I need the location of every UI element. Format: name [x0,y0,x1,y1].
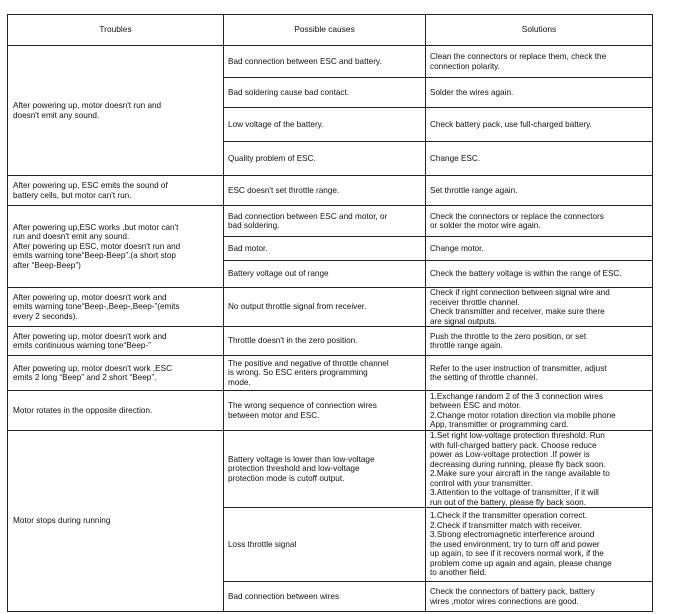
table-row [8,176,653,206]
solution-cell: 1.Exchange random 2 of the 3 connection wires between ESC and motor. 2.Change motor rotation direction via mobile phone App, transmitter or programming card. [426,391,653,431]
solution-cell: Refer to the user instruction of transmitter, adjust the setting of throttle channel. [426,356,653,391]
trouble-cell: After powering up, motor doesn't work and emits continuous warning tone“Beep-” [8,327,224,356]
cause-cell: Quality problem of ESC. [224,142,426,176]
table-row [8,206,653,237]
cause-cell: Battery voltage is lower than low-voltage protection threshold and low-voltage protection mode is cutoff output. [224,431,426,508]
solution-cell: Solder the wires again. [426,78,653,108]
trouble-cell: After powering up, ESC emits the sound of battery cells, but motor can't run. [8,176,224,206]
header-row [8,15,653,46]
cause-cell: Throttle doesn't in the zero position. [224,327,426,356]
header-troubles: Troubles [8,15,224,46]
trouble-cell: After powering up, motor doesn't run and doesn't emit any sound. [8,46,224,176]
header-solutions: Solutions [426,15,653,46]
solution-cell: Check the battery voltage is within the range of ESC. [426,261,653,288]
table-row [8,46,653,78]
cause-cell: Battery voltage out of range [224,261,426,288]
table-row [8,431,653,508]
table-row [8,391,653,431]
table-row [8,327,653,356]
solution-cell: Check if right connection between signal wire and receiver throttle channel. Check transmitter and receiver, make sure there are signal outputs. [426,288,653,327]
trouble-cell: Motor rotates in the opposite direction. [8,391,224,431]
cause-cell: Low voltage of the battery. [224,108,426,142]
table-row [8,356,653,391]
cause-cell: The wrong sequence of connection wires between motor and ESC. [224,391,426,431]
trouble-cell: After powering up, motor doesn't work ,ESC emits 2 long “Beep” and 2 short “Beep”. [8,356,224,391]
trouble-cell: After powering up,ESC works ,but motor can't run and doesn't emit any sound. After powering up ESC, motor doesn't run and emits warning tone“Beep-Beep”.(a short stop after “Beep-Beep”) [8,206,224,288]
solution-cell: Push the throttle to the zero position, or set throttle range again. [426,327,653,356]
cause-cell: Bad motor. [224,237,426,261]
solution-cell: Clean the connectors or replace them, check the connection polarity. [426,46,653,78]
troubleshooting-table [7,14,653,612]
cause-cell: No output throttle signal from receiver. [224,288,426,327]
solution-cell: Check battery pack, use full-charged battery. [426,108,653,142]
solution-cell: Change motor. [426,237,653,261]
cause-cell: ESC doesn't set throttle range. [224,176,426,206]
solution-cell: Check the connectors or replace the connectors or solder the motor wire again. [426,206,653,237]
trouble-cell: Motor stops during running [8,431,224,612]
cause-cell: Bad connection between ESC and motor, or bad soldering. [224,206,426,237]
solution-cell: Check the connectors of battery pack, battery wires ,motor wires connections are good. [426,582,653,612]
cause-cell: The positive and negative of throttle channel is wrong. So ESC enters programming mode. [224,356,426,391]
solution-cell: Set throttle range again. [426,176,653,206]
cause-cell: Loss throttle signal [224,508,426,582]
solution-cell: 1.Check if the transmitter operation correct. 2.Check if transmitter match with receiver. 3.Strong electromagnetic interference around the used environment, try to turn off and power up again, to see if it recovers normal work, if the problem come up again and again, please change to another field. [426,508,653,582]
header-causes: Possible causes [224,15,426,46]
table-row [8,288,653,327]
cause-cell: Bad connection between wires [224,582,426,612]
cause-cell: Bad soldering cause bad contact. [224,78,426,108]
trouble-cell: After powering up, motor doesn't work and emits warning tone“Beep-,Beep-,Beep-”(emits every 2 seconds). [8,288,224,327]
solution-cell: Change ESC. [426,142,653,176]
cause-cell: Bad connection between ESC and battery. [224,46,426,78]
solution-cell: 1.Set right low-voltage protection threshold. Run with full-charged battery pack. Choose reduce power as Low-voltage protection .If power is decreasing during running, please fly back soon. 2.Make sure your aircraft in the range available to control with your transmitter. 3.Attention to the voltage of transmitter, if it will run out of the battery, please fly back soon. [426,431,653,508]
